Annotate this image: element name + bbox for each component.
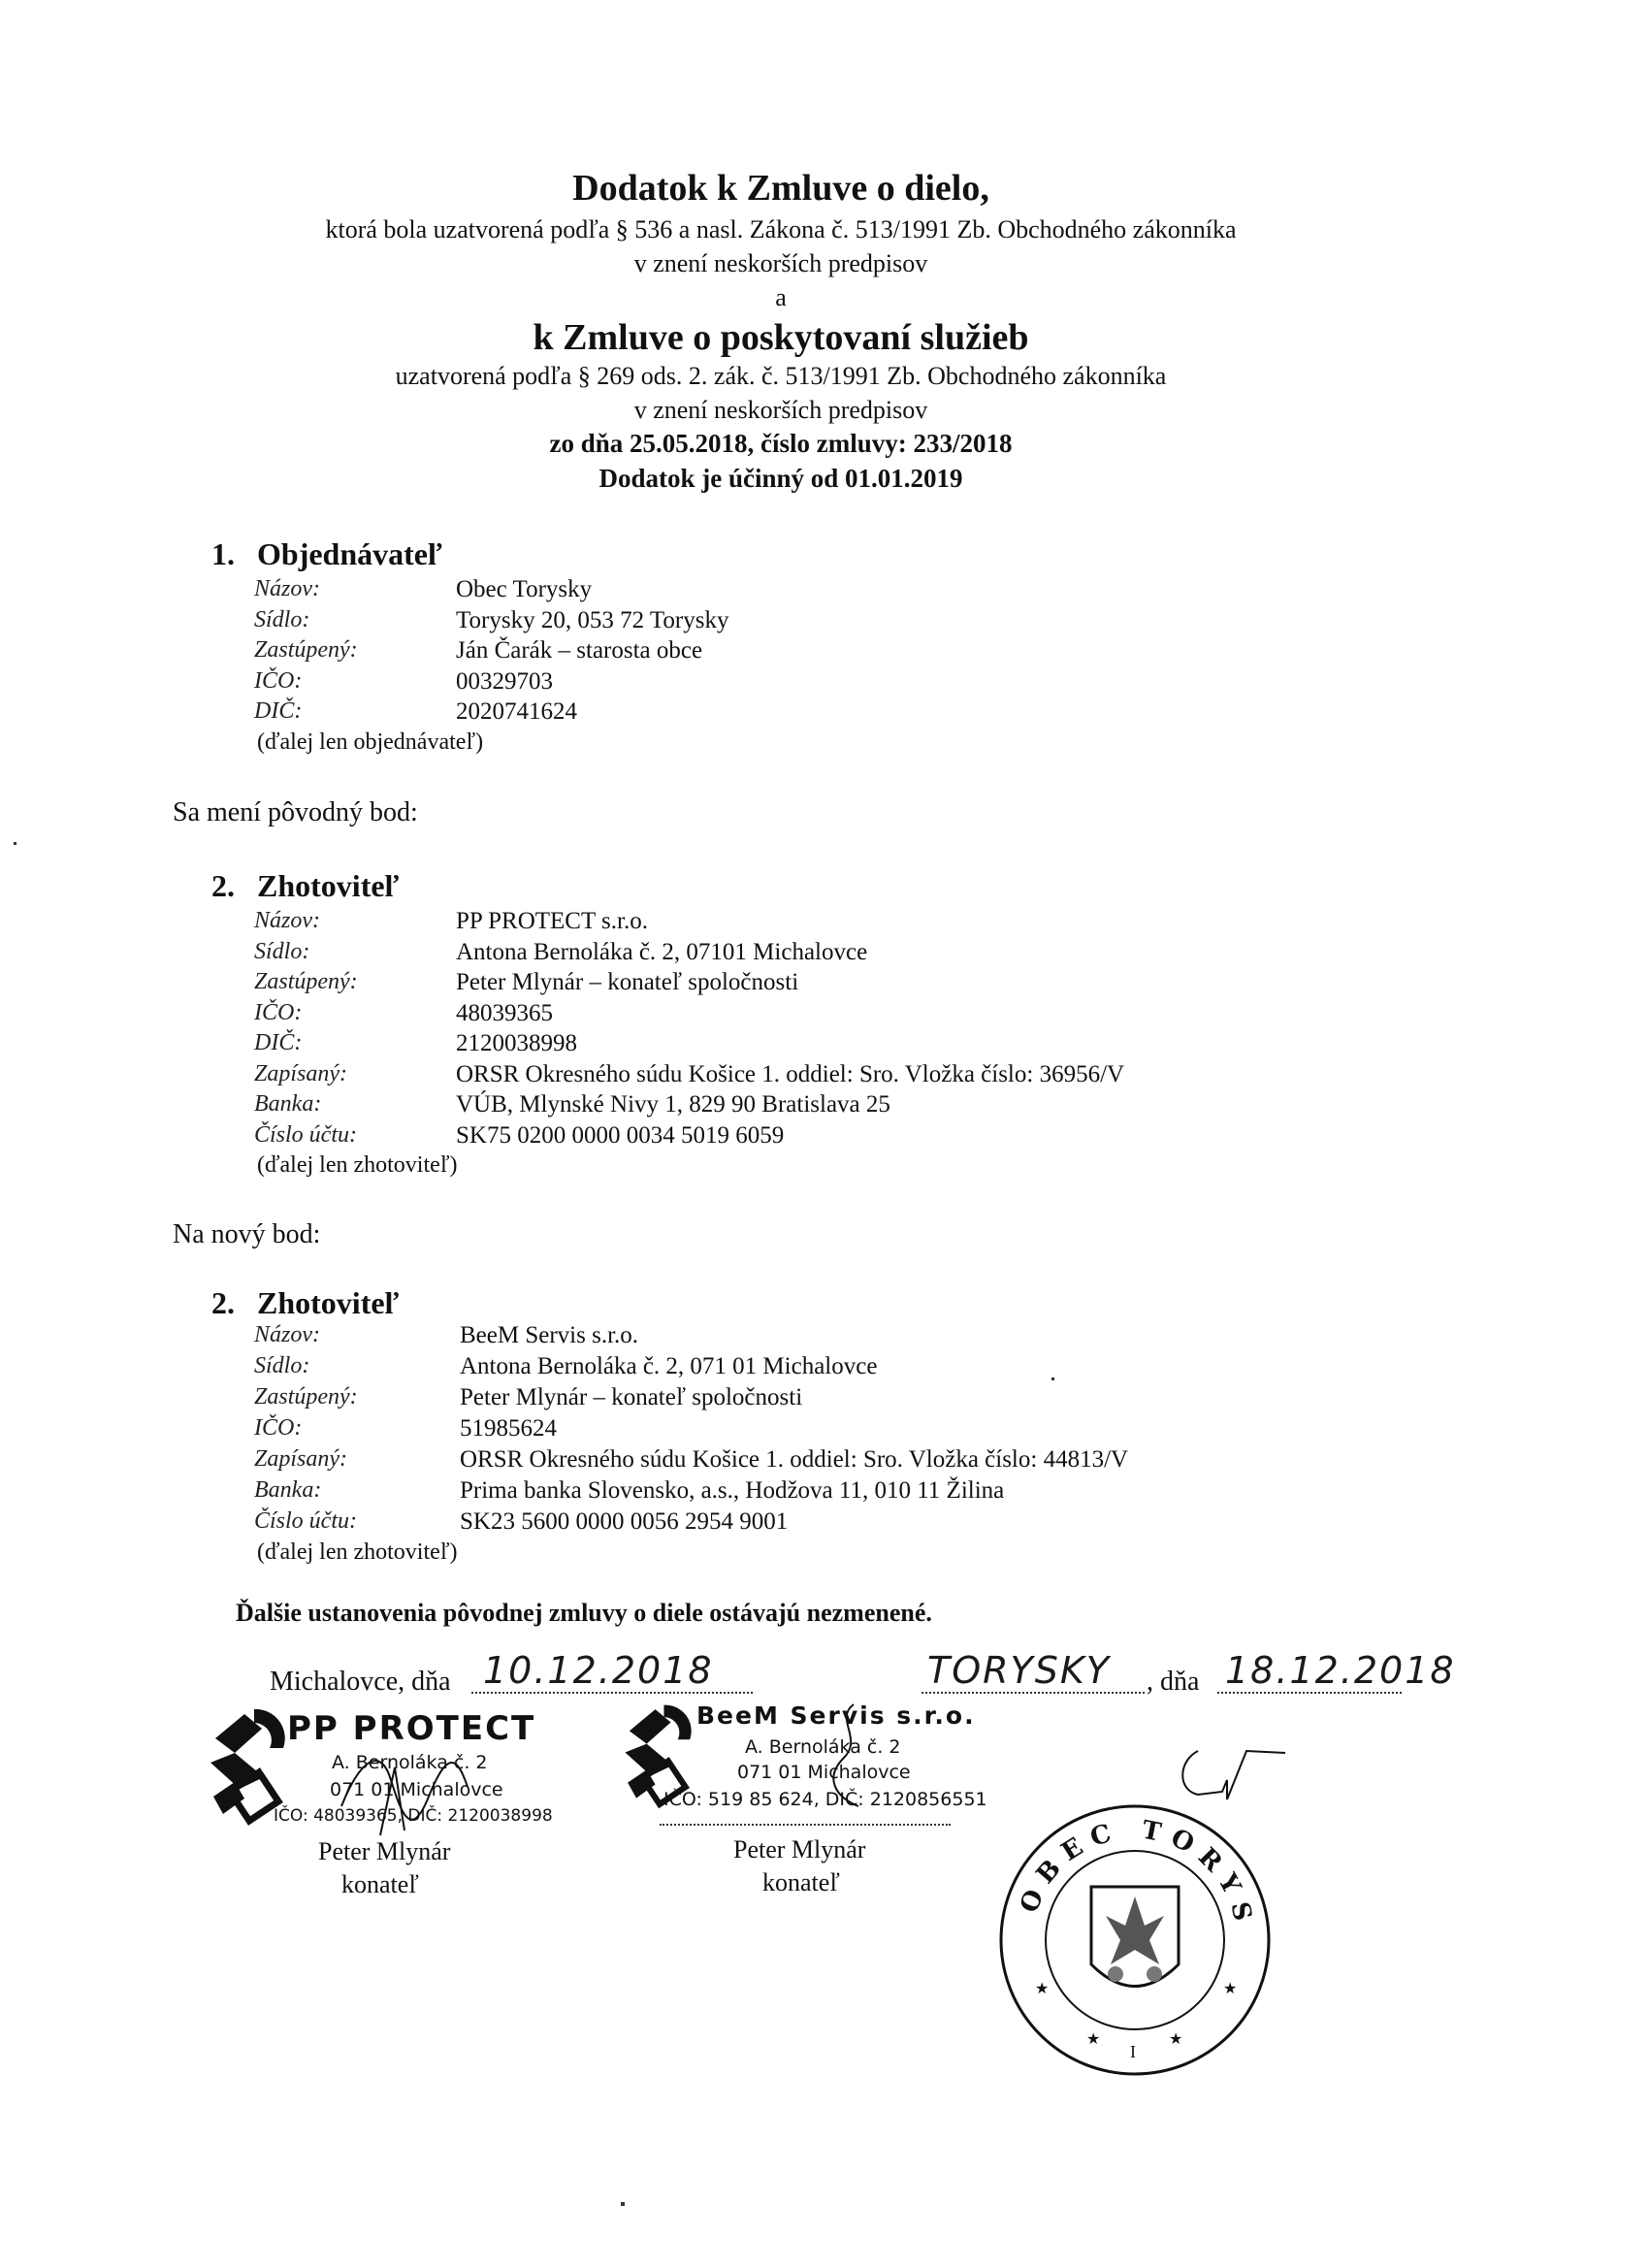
field-label: Banka:	[254, 1091, 322, 1117]
document-title-2: k Zmluve o poskytovaní služieb	[533, 317, 1029, 358]
section-2-old-number: 2.	[211, 868, 235, 903]
section-note: (ďalej len zhotoviteľ)	[257, 1152, 458, 1178]
stamp-beem-line-3: IČO: 519 85 624, DIČ: 2120856551	[663, 1789, 987, 1810]
field-value: Torysky 20, 053 72 Torysky	[456, 606, 729, 633]
change-old-heading: Sa mení pôvodný bod:	[173, 797, 418, 827]
signature-line-mid	[660, 1824, 951, 1826]
contract-date-number: zo dňa 25.05.2018, číslo zmluvy: 233/2018	[549, 429, 1013, 458]
svg-text:★: ★	[1086, 2031, 1101, 2048]
field-label: Sídlo:	[254, 938, 310, 964]
svg-text:★: ★	[1169, 2031, 1183, 2048]
section-2-new-number: 2.	[211, 1285, 235, 1320]
header-line-4: uzatvorená podľa § 269 ods. 2. zák. č. 513/1991 Zb. Obchodného zákonníka	[395, 362, 1167, 390]
seal-text: OBEC TORYS	[1014, 1815, 1260, 1933]
field-value: 00329703	[456, 667, 553, 695]
svg-text:I: I	[1130, 2042, 1136, 2061]
header-line-2: v znení neskorších predpisov	[633, 249, 928, 277]
municipal-seal-icon	[994, 1799, 1276, 2081]
field-value: 2120038998	[456, 1030, 577, 1056]
section-1-number: 1.	[211, 536, 235, 571]
field-value: Ján Čarák – starosta obce	[456, 637, 703, 664]
handwritten-place-2: TORYSKY	[927, 1649, 1111, 1692]
handwritten-date-2: 18.12.2018	[1225, 1649, 1456, 1692]
field-label: Zapísaný:	[254, 1446, 347, 1472]
signature-mid-icon	[815, 1700, 883, 1816]
svg-text:★: ★	[1223, 1981, 1238, 1997]
field-label: Zastúpený:	[254, 969, 358, 994]
section-note: (ďalej len objednávateľ)	[257, 729, 484, 755]
field-label: Sídlo:	[254, 1353, 310, 1378]
field-label: Číslo účtu:	[254, 1121, 357, 1148]
field-label: Názov:	[254, 576, 320, 601]
field-value: Obec Torysky	[456, 576, 593, 602]
field-value: 2020741624	[456, 698, 577, 725]
field-label: Názov:	[254, 908, 320, 933]
stamp-pp-title: PP PROTECT	[287, 1709, 536, 1748]
field-label: Zastúpený:	[254, 637, 358, 663]
closing-statement: Ďalšie ustanovenia pôvodnej zmluvy o diele ostávajú nezmenené.	[236, 1599, 932, 1627]
field-label: Zastúpený:	[254, 1384, 358, 1409]
field-label: Číslo účtu:	[254, 1508, 357, 1534]
field-value: 51985624	[460, 1415, 557, 1442]
scan-speck	[1051, 1377, 1054, 1380]
handwritten-date-1: 10.12.2018	[483, 1649, 714, 1692]
field-label: DIČ:	[254, 698, 303, 724]
signatory-mid-role: konateľ	[762, 1868, 840, 1896]
header-line-1: ktorá bola uzatvorená podľa § 536 a nasl. Zákona č. 513/1991 Zb. Obchodného zákonníka	[325, 215, 1237, 243]
field-label: Sídlo:	[254, 606, 310, 632]
effective-date: Dodatok je účinný od 01.01.2019	[598, 464, 963, 493]
section-2-new-title: Zhotoviteľ	[257, 1285, 400, 1320]
field-label: IČO:	[254, 1415, 303, 1441]
field-value: ORSR Okresného súdu Košice 1. oddiel: Sro. Vložka číslo: 44813/V	[460, 1446, 1129, 1473]
field-value: Prima banka Slovensko, a.s., Hodžova 11, 010 11 Žilina	[460, 1477, 1005, 1504]
signing-date-2-field	[1217, 1649, 1456, 1694]
document-title: Dodatok k Zmluve o dielo,	[572, 168, 989, 209]
header-line-3: a	[775, 283, 787, 311]
signing-place-2-field	[922, 1649, 1145, 1694]
stamp-pp-line-1: A. Bernoláka č. 2	[332, 1752, 488, 1773]
field-value: SK75 0200 0000 0034 5019 6059	[456, 1121, 785, 1149]
field-label: IČO:	[254, 667, 303, 694]
stamp-beem-line-2: 071 01 Michalovce	[737, 1762, 911, 1783]
section-note: (ďalej len zhotoviteľ)	[257, 1539, 458, 1565]
svg-text:★: ★	[1035, 1981, 1050, 1997]
signatory-left-role: konateľ	[341, 1870, 419, 1898]
stamp-pp-line-2: 071 01 Michalovce	[330, 1779, 503, 1800]
change-new-heading: Na nový bod:	[173, 1219, 321, 1249]
scan-speck	[14, 842, 16, 845]
stamp-pp-protect	[206, 1709, 574, 1855]
field-label: Názov:	[254, 1322, 320, 1347]
field-label: IČO:	[254, 999, 303, 1025]
signatory-mid-name: Peter Mlynár	[733, 1835, 866, 1863]
section-1-title: Objednávateľ	[257, 536, 442, 571]
signing-place-1: Michalovce, dňa	[270, 1667, 451, 1697]
field-label: Zapísaný:	[254, 1060, 347, 1086]
field-value: PP PROTECT s.r.o.	[456, 908, 648, 934]
field-value: 48039365	[456, 999, 553, 1026]
stamp-beem-title: BeeM Servis s.r.o.	[696, 1701, 976, 1730]
header-line-5: v znení neskorších predpisov	[633, 396, 928, 424]
scan-speck	[621, 2202, 625, 2206]
seal-obec-torysky	[994, 1799, 1276, 2081]
section-2-old-title: Zhotoviteľ	[257, 868, 400, 903]
field-value: Antona Bernoláka č. 2, 07101 Michalovce	[456, 938, 868, 965]
signatory-left-name: Peter Mlynár	[318, 1837, 451, 1865]
field-value: SK23 5600 0000 0056 2954 9001	[460, 1508, 789, 1535]
signing-dna-2: , dňa	[1147, 1667, 1200, 1697]
field-value: VÚB, Mlynské Nivy 1, 829 90 Bratislava 25	[456, 1091, 890, 1118]
field-value: Peter Mlynár – konateľ spoločnosti	[460, 1384, 803, 1410]
field-label: Banka:	[254, 1477, 322, 1503]
field-label: DIČ:	[254, 1030, 303, 1055]
field-value: Antona Bernoláka č. 2, 071 01 Michalovce	[460, 1353, 878, 1379]
stamp-beem-line-1: A. Bernoláka č. 2	[745, 1736, 901, 1758]
signing-date-1-field	[471, 1649, 753, 1694]
field-value: BeeM Servis s.r.o.	[460, 1322, 639, 1348]
field-value: ORSR Okresného súdu Košice 1. oddiel: Sro. Vložka číslo: 36956/V	[456, 1060, 1125, 1087]
stamp-pp-line-3: IČO: 48039365, DIČ: 2120038998	[274, 1806, 553, 1826]
field-value: Peter Mlynár – konateľ spoločnosti	[456, 969, 799, 995]
